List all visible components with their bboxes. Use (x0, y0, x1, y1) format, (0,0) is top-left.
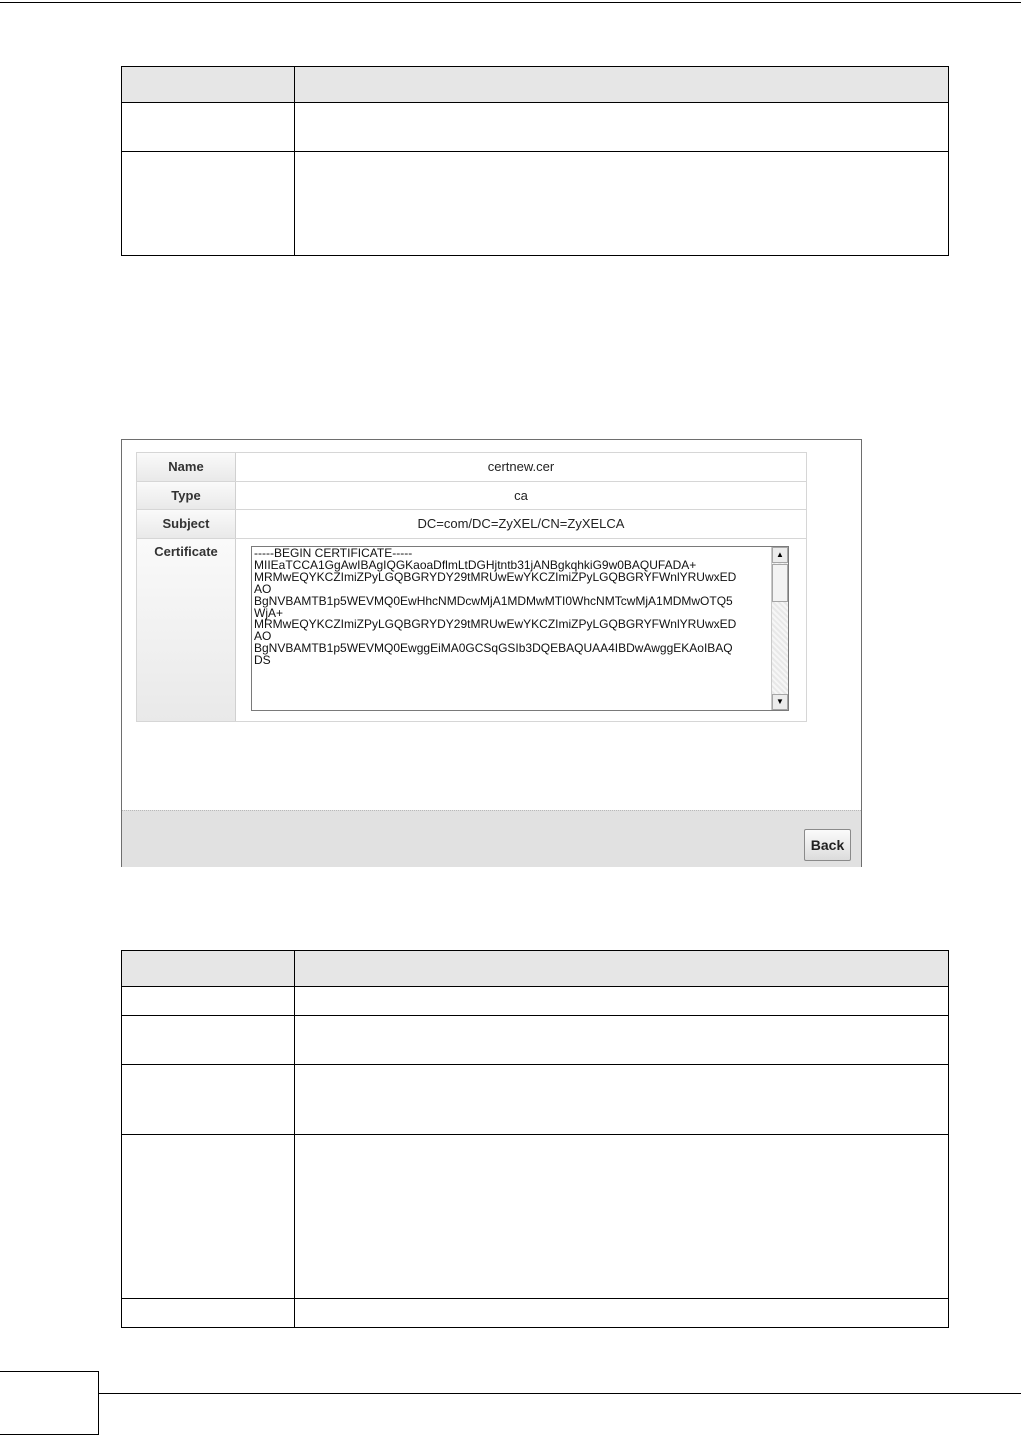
certificate-textarea[interactable] (251, 546, 789, 711)
table-row (122, 103, 949, 152)
field-label: Type (137, 482, 236, 509)
table-row (122, 1065, 949, 1135)
certificate-details-screen (121, 439, 862, 867)
certificate-line: MIIEaTCCA1GgAwIBAgIQGKaoaDflmLtDGHjtntb31jANBgkqhkiG9w0BAQUFADA+ (254, 557, 697, 572)
certificate-line: -----BEGIN CERTIFICATE----- (254, 546, 413, 560)
certificate-text (254, 548, 770, 667)
page-number-box (0, 1371, 99, 1435)
certificate-line: DS (254, 653, 271, 668)
footer-rule (99, 1393, 1021, 1394)
certificate-line: AO (254, 581, 272, 596)
certificate-line: BgNVBAMTB1p5WEVMQ0EwggEiMA0GCSqGSIb3DQEBAQUAA4IBDwAwggEKAoIBAQ (254, 641, 733, 656)
top-description-table (121, 66, 949, 256)
certificate-line: MRMwEQYKCZImiZPyLGQBGRYDY29tMRUwEwYKCZImiZPyLGQBGRYFWnlYRUwxED (254, 617, 737, 632)
field-label: Name (137, 453, 236, 481)
button-bar (122, 810, 861, 867)
certificate-line: BgNVBAMTB1p5WEVMQ0EwHhcNMDcwMjA1MDMwMTI0WhcNMTcwMjA1MDMwOTQ5 (254, 593, 733, 608)
bottom-description-table (121, 950, 949, 1328)
field-row-subject (137, 510, 806, 538)
scroll-down-arrow-icon[interactable]: ▼ (772, 694, 788, 710)
table-header-row (122, 951, 949, 987)
type-value: ca (514, 488, 528, 503)
table-row (122, 987, 949, 1016)
certificate-line: AO (254, 629, 272, 644)
table-row (122, 1299, 949, 1328)
subject-value: DC=com/DC=ZyXEL/CN=ZyXELCA (417, 516, 625, 531)
field-label: Subject (137, 510, 236, 538)
vertical-scrollbar[interactable] (771, 547, 788, 710)
certificate-line: MRMwEQYKCZImiZPyLGQBGRYDY29tMRUwEwYKCZImiZPyLGQBGRYFWnlYRUwxED (254, 569, 737, 584)
name-value: certnew.cer (487, 459, 555, 474)
back-button[interactable]: Back (804, 829, 851, 861)
certificate-details-table (136, 452, 807, 722)
scroll-up-arrow-icon[interactable]: ▲ (772, 547, 788, 563)
scroll-thumb[interactable] (772, 564, 788, 602)
table-row (122, 1135, 949, 1299)
field-label: Certificate (137, 539, 236, 721)
certificate-line: WjA+ (254, 605, 284, 620)
field-row-name (137, 453, 806, 481)
field-row-certificate (137, 539, 806, 721)
field-row-type (137, 482, 806, 509)
table-row (122, 1016, 949, 1065)
header-rule (0, 2, 1021, 3)
table-row (122, 152, 949, 256)
table-header-row (122, 67, 949, 103)
certificate-cell (236, 539, 806, 721)
